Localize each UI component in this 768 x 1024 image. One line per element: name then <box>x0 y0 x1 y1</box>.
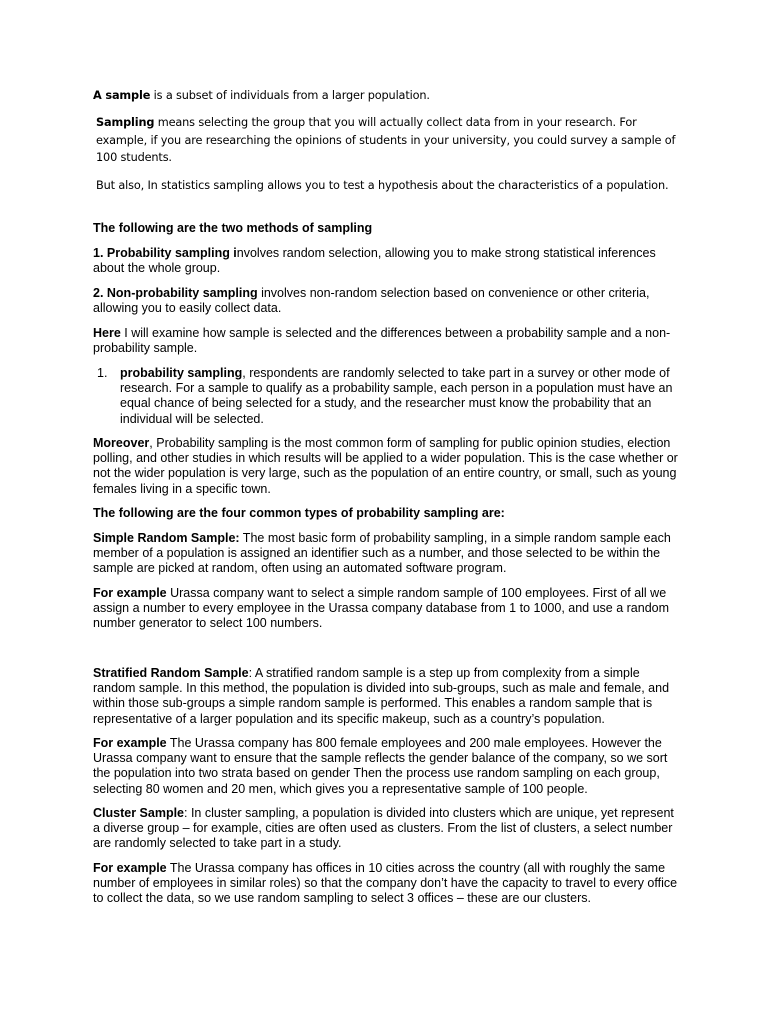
heading-four-types: The following are the four common types of probability sampling are: <box>93 506 505 520</box>
paragraph-sample-definition: A sample is a subset of individuals from a larger population. <box>93 89 430 102</box>
paragraph-moreover: Moreover, Probability sampling is the most common form of sampling for public opinion studies, election polling, and other studies in which results will be applied to a wider population. This is the case whether or not the wider population is very large, such as the population of an entire country, or small, such as young females living in a specific town. <box>93 436 678 496</box>
paragraph-non-probability-sampling: 2. Non-probability sampling involves non-random selection based on convenience or other criteria, allowing you to easily collect data. <box>93 286 650 316</box>
paragraph-probability-sampling: 1. Probability sampling involves random selection, allowing you to make strong statistical inferences about the whole group. <box>93 246 656 276</box>
paragraph-simple-random-sample: Simple Random Sample: The most basic form of probability sampling, in a simple random sample each member of a population is assigned an identifier such as a number, and those selected to be within the sample are picked at random, often using an automated software program. <box>93 531 671 576</box>
list-item-body: probability sampling, respondents are randomly selected to take part in a survey or other mode of research. For a sample to qualify as a probability sample, each person in a population must have an equal chance of being selected for a study, and the researcher must know the probability that an individual will be selected. <box>120 366 673 426</box>
paragraph-example-cluster: For example The Urassa company has offices in 10 cities across the country (all with roughly the same number of employees in similar roles) so that the company don’t have the capacity to travel to every office to collect the data, so we use random sampling to select 3 offices – these are our clusters. <box>93 861 678 906</box>
paragraph-hypothesis: But also, In statistics sampling allows you to test a hypothesis about the characteristics of a population. <box>96 179 669 192</box>
term-sample: A sample <box>93 89 151 102</box>
paragraph-stratified-random-sample: Stratified Random Sample: A stratified random sample is a step up from complexity from a simple random sample. In this method, the population is divided into sub-groups, such as male and female, and within those sub-groups a simple random sample is performed. This enables a random sample that is representative of a larger population and its specific makeup, such as a country’s population. <box>93 666 670 726</box>
heading-two-methods: The following are the two methods of sampling <box>93 221 373 235</box>
paragraph-example-stratified: For example The Urassa company has 800 female employees and 200 male employees. However the Urassa company want to ensure that the sample reflects the gender balance of the company, so we sort the population into two strata based on gender Then the process use random sampling on each group, selecting 80 women and 20 men, which gives you a representative sample of 100 people. <box>93 736 668 796</box>
paragraph-cluster-sample: Cluster Sample: In cluster sampling, a population is divided into clusters which are unique, yet represent a diverse group – for example, cities are often used as clusters. From the list of clusters, a select number are randomly selected to take part in a study. <box>93 806 674 851</box>
term-sampling: Sampling <box>96 116 155 129</box>
paragraph-examine: Here I will examine how sample is selected and the differences between a probability sample and a non-probability sample. <box>93 326 671 356</box>
paragraph-sampling-definition: Sampling means selecting the group that you will actually collect data from in your research. For example, if you are researching the opinions of students in your university, you could survey a sample of 100 students. <box>96 116 676 164</box>
list-number: 1. <box>97 366 108 380</box>
paragraph-example-simple: For example Urassa company want to select a simple random sample of 100 employees. First of all we assign a number to every employee in the Urassa company database from 1 to 1000, and use a random number generator to select 100 numbers. <box>93 586 670 631</box>
